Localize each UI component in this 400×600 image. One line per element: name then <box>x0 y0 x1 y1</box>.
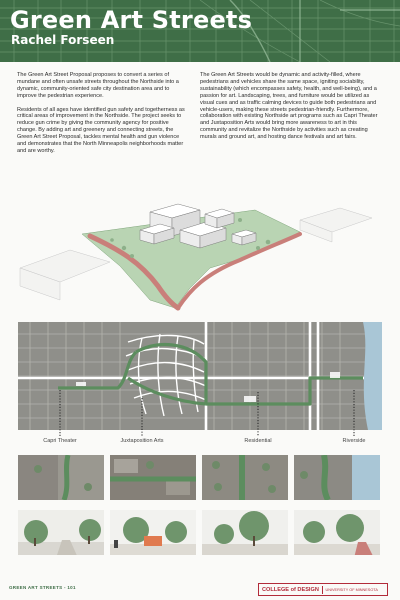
footer <box>0 578 400 600</box>
footer-caption: GREEN ART STREETS - 101 <box>9 585 76 590</box>
paragraph: The Green Art Street Proposal proposes to convert a series of mundane and often unsafe streets throughout the Northside into a dynamic, community-oriented safe city destination area and to improve the pedestrian experience. <box>17 72 179 99</box>
map-label-residential: Residential <box>244 438 272 444</box>
map-label-riverside: Riverside <box>342 438 366 444</box>
logo-sub-text: UNIVERSITY OF MINNESOTA <box>325 587 378 592</box>
intro-column-right <box>200 72 380 148</box>
rendering-juxtaposition <box>110 510 196 555</box>
logo-main-text: COLLEGE of DESIGN <box>262 586 319 593</box>
map-labels <box>18 438 382 448</box>
rendering-capri <box>18 510 104 555</box>
aerial-photo-riverside <box>294 455 380 500</box>
rendering-riverside <box>294 510 380 555</box>
map-label-capri-theater: Capri Theater <box>43 438 77 444</box>
aerial-photo-residential <box>202 455 288 500</box>
axonometric-site-model <box>0 190 400 320</box>
aerial-photo-juxtaposition <box>110 455 196 500</box>
intro-column-left <box>17 72 189 162</box>
aerial-photo-capri <box>18 455 104 500</box>
paragraph: The Green Art Streets would be dynamic and activity-filled, where pedestrians and vehicles share the same space, igniting sociability, sustainability (which encompasses safety, health, and well-being), and a passion for art. Landscaping, trees, and furniture would be utilized as visual cues and as traffic calming devices to guide both pedestrians and vehicle-users, making these streets pedestrian-friendly. Furthermore, collaboration with existing Northside art programs such as Capri Theater and Juxtaposition Arts would bring more awareness to art in this community and revitalize the Northside by activities such as creating murals and ground art, and hosting dance festivals and art fairs. <box>200 72 378 141</box>
map-leader-lines <box>18 388 382 438</box>
logo-divider <box>322 586 323 594</box>
paragraph: Residents of all ages have identified gun safety and togetherness as critical areas of improvement in the Northside. The project seeks to reduce gun crime by giving the community agency for positive change. By adding art and greenery and connecting streets, the Green Art Street Proposal, tackles mental health and gun violence and demonstrates that the North Minneapolis neighborhoods matter and are worthy. <box>17 106 185 154</box>
author-name: Rachel Forseen <box>11 33 115 47</box>
map-label-juxtaposition-arts: Juxtaposition Arts <box>120 438 164 444</box>
poster-title: Green Art Streets <box>10 6 253 34</box>
college-of-design-logo <box>258 583 388 596</box>
header-banner <box>0 0 400 62</box>
rendering-residential <box>202 510 288 555</box>
